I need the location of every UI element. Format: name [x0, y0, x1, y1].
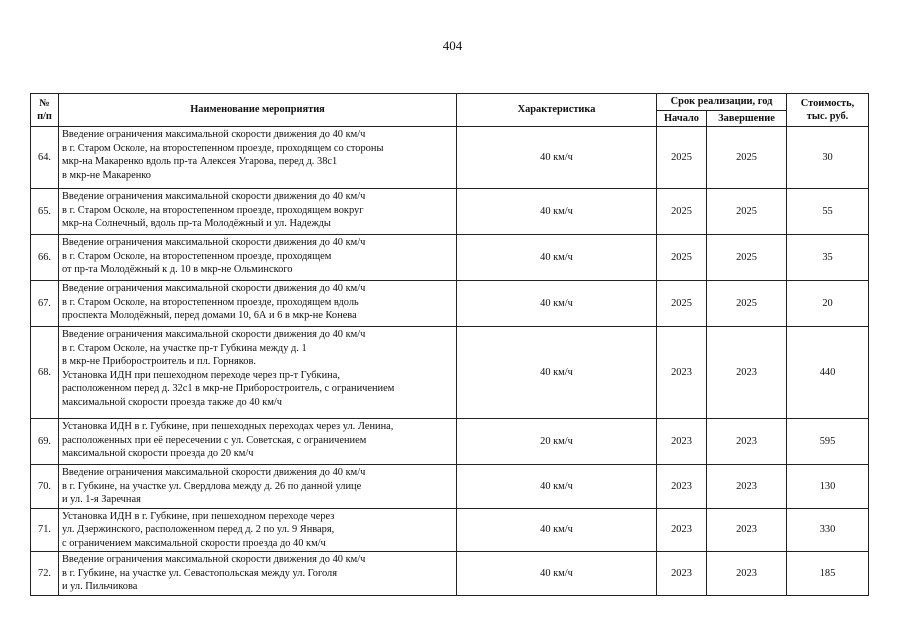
table-row [31, 127, 869, 189]
start-year: 2025 [657, 281, 707, 327]
measure-name-line: в г. Старом Осколе, на второстепенном проезде, проходящем вдоль [62, 296, 359, 308]
start-year: 2023 [657, 552, 707, 596]
header-period: Срок реализации, год [657, 94, 787, 111]
start-year: 2025 [657, 235, 707, 281]
table-row [31, 327, 869, 419]
measure-name-line: в мкр-не Макаренко [62, 169, 151, 181]
characteristic: 40 км/ч [457, 281, 657, 327]
measure-name [59, 327, 457, 419]
measure-name-line: Введение ограничения максимальной скорости движения до 40 км/ч [62, 329, 366, 341]
measure-name-line: Введение ограничения максимальной скорости движения до 40 км/ч [62, 237, 366, 249]
header-cost: Стоимость, тыс. руб. [787, 94, 869, 127]
start-year: 2023 [657, 419, 707, 465]
measure-name-line: с ограничением максимальной скорости проезда до 40 км/ч [62, 537, 326, 549]
start-year: 2025 [657, 189, 707, 235]
cost: 20 [787, 281, 869, 327]
page-number: 404 [442, 38, 463, 53]
cost: 35 [787, 235, 869, 281]
measure-name-line: и ул. Пильчикова [62, 581, 138, 593]
characteristic: 40 км/ч [457, 327, 657, 419]
measure-name-line: расположенном перед д. 32с1 в мкр-не Приборостроитель, с ограничением [62, 383, 395, 395]
row-number: 68. [31, 327, 59, 419]
table-row [31, 552, 869, 596]
measure-name [59, 235, 457, 281]
characteristic: 40 км/ч [457, 189, 657, 235]
cost: 595 [787, 419, 869, 465]
table-row [31, 189, 869, 235]
characteristic: 40 км/ч [457, 235, 657, 281]
row-number: 66. [31, 235, 59, 281]
measure-name-line: в мкр-не Приборостроитель и пл. Горняков. [62, 356, 256, 368]
header-end: Завершение [707, 110, 787, 127]
measure-name-line: Установка ИДН в г. Губкине, при пешеходном переходе через [62, 510, 335, 522]
end-year: 2025 [707, 235, 787, 281]
cost: 185 [787, 552, 869, 596]
table-body [31, 127, 869, 596]
measure-name-line: Введение ограничения максимальной скорости движения до 40 км/ч [62, 191, 366, 203]
measure-name-line: проспекта Молодёжный, перед домами 10, 6А и 6 в мкр-не Конева [62, 310, 357, 322]
start-year: 2023 [657, 508, 707, 552]
start-year: 2023 [657, 465, 707, 509]
measure-name-line: Введение ограничения максимальной скорости движения до 40 км/ч [62, 129, 366, 141]
measure-name-line: Установка ИДН при пешеходном переходе через пр-т Губкина, [62, 369, 340, 381]
measure-name-line: мкр-на Солнечный, вдоль пр-та Молодёжный и ул. Надежды [62, 218, 331, 230]
cost: 55 [787, 189, 869, 235]
measure-name-line: Установка ИДН в г. Губкине, при пешеходных переходах через ул. Ленина, [62, 421, 394, 433]
end-year: 2023 [707, 552, 787, 596]
measure-name-line: в г. Старом Осколе, на участке пр-т Губкина между д. 1 [62, 342, 307, 354]
start-year: 2025 [657, 127, 707, 189]
measure-name [59, 508, 457, 552]
measure-name-line: в г. Старом Осколе, на второстепенном проезде, проходящем вокруг [62, 204, 364, 216]
end-year: 2023 [707, 508, 787, 552]
row-number: 69. [31, 419, 59, 465]
end-year: 2023 [707, 465, 787, 509]
measure-name-line: максимальной скорости проезда до 20 км/ч [62, 448, 254, 460]
measure-name [59, 465, 457, 509]
end-year: 2023 [707, 327, 787, 419]
measure-name-line: мкр-на Макаренко вдоль пр-та Алексея Угарова, перед д. 38с1 [62, 156, 338, 168]
measure-name-line: ул. Дзержинского, расположенном перед д. 2 по ул. 9 Января, [62, 524, 335, 536]
characteristic: 40 км/ч [457, 508, 657, 552]
row-number: 65. [31, 189, 59, 235]
measure-name-line: и ул. 1-я Заречная [62, 494, 141, 506]
end-year: 2025 [707, 189, 787, 235]
table-row [31, 508, 869, 552]
table-row [31, 465, 869, 509]
cost: 130 [787, 465, 869, 509]
characteristic: 40 км/ч [457, 127, 657, 189]
measure-name-line: Введение ограничения максимальной скорости движения до 40 км/ч [62, 283, 366, 295]
measure-name-line: от пр-та Молодёжный к д. 10 в мкр-не Ольминского [62, 264, 293, 276]
measure-name [59, 189, 457, 235]
measure-name-line: Введение ограничения максимальной скорости движения до 40 км/ч [62, 467, 366, 479]
start-year: 2023 [657, 327, 707, 419]
measure-name-line: максимальной скорости проезда также до 40 км/ч [62, 396, 283, 408]
cost: 440 [787, 327, 869, 419]
end-year: 2023 [707, 419, 787, 465]
row-number: 67. [31, 281, 59, 327]
characteristic: 40 км/ч [457, 465, 657, 509]
measure-name [59, 419, 457, 465]
measure-name [59, 127, 457, 189]
measure-name-line: в г. Губкине, на участке ул. Севастопольская между ул. Гоголя [62, 567, 337, 579]
end-year: 2025 [707, 281, 787, 327]
end-year: 2025 [707, 127, 787, 189]
row-number: 72. [31, 552, 59, 596]
cost: 30 [787, 127, 869, 189]
header-num: № п/п [31, 94, 59, 127]
row-number: 70. [31, 465, 59, 509]
measures-table [30, 93, 869, 596]
measure-name-line: Введение ограничения максимальной скорости движения до 40 км/ч [62, 554, 366, 566]
characteristic: 20 км/ч [457, 419, 657, 465]
measure-name-line: в г. Старом Осколе, на второстепенном проезде, проходящем [62, 250, 332, 262]
row-number: 71. [31, 508, 59, 552]
measure-name-line: расположенных при её пересечении с ул. Советская, с ограничением [62, 434, 367, 446]
table-row [31, 419, 869, 465]
row-number: 64. [31, 127, 59, 189]
measure-name-line: в г. Старом Осколе, на второстепенном проезде, проходящем со стороны [62, 142, 384, 154]
header-start: Начало [657, 110, 707, 127]
characteristic: 40 км/ч [457, 552, 657, 596]
cost: 330 [787, 508, 869, 552]
measure-name-line: в г. Губкине, на участке ул. Свердлова между д. 26 по данной улице [62, 480, 362, 492]
header-characteristic: Характеристика [457, 94, 657, 127]
measure-name [59, 552, 457, 596]
measure-name [59, 281, 457, 327]
table-row [31, 281, 869, 327]
table-row [31, 235, 869, 281]
header-name: Наименование мероприятия [59, 94, 457, 127]
